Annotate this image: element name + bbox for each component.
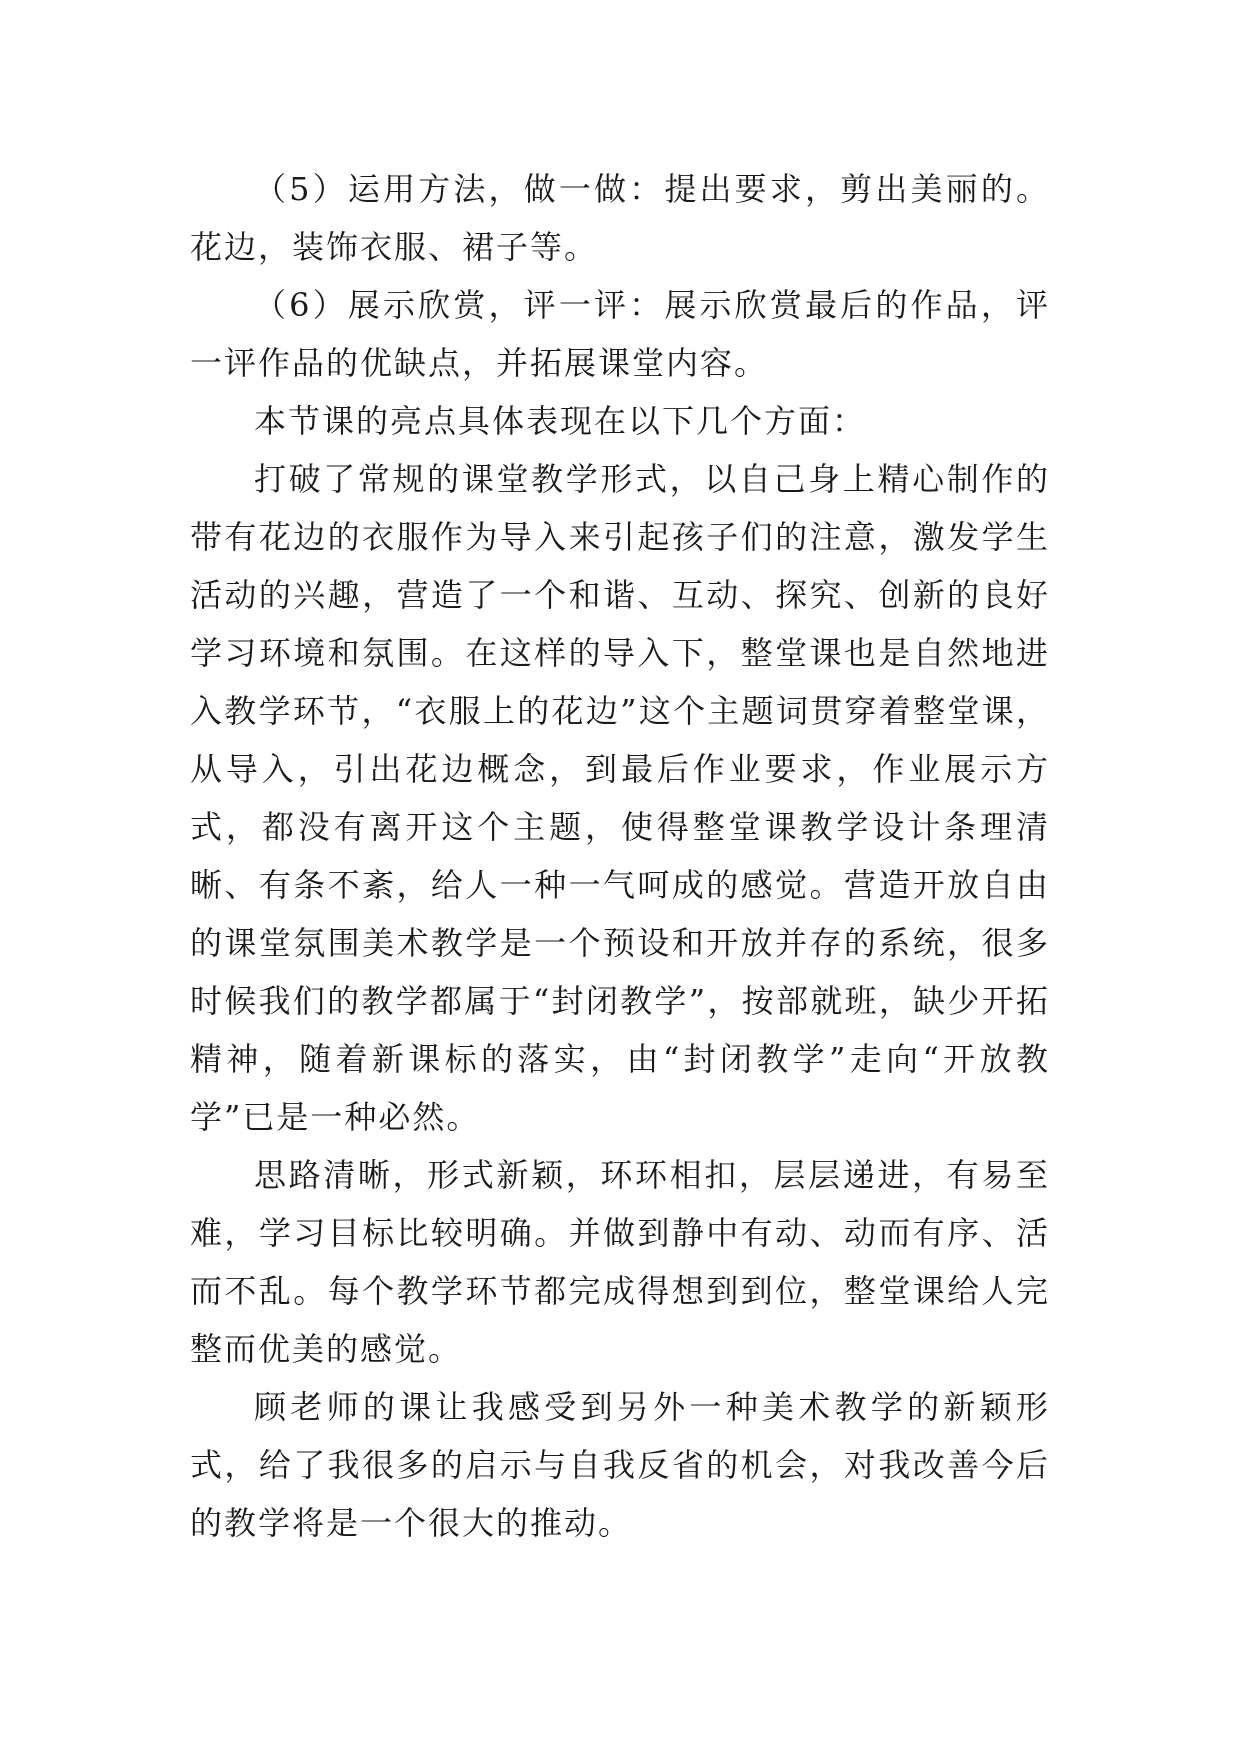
paragraph-step-5: （5）运用方法，做一做：提出要求，剪出美丽的。花边，装饰衣服、裙子等。 <box>190 170 1050 266</box>
paragraph-highlight-1: 打破了常规的课堂教学形式，以自己身上精心制作的带有花边的衣服作为导入来引起孩子们的注意，激发学生活动的兴趣，营造了一个和谐、互动、探究、创新的良好学习环境和氛围。在这样的导入下，整堂课也是自然地进入教学环节，“衣服上的花边”这个主题词贯穿着整堂课，从导入，引出花边概念，到最后作业要求，作业展示方式，都没有离开这个主题，使得整堂课教学设计条理清晰、有条不紊，给人一种一气呵成的感觉。营造开放自由的课堂氛围美术教学是一个预设和开放并存的系统，很多时候我们的教学都属于“封闭教学”，按部就班，缺少开拓精神，随着新课标的落实，由“封闭教学”走向“开放教学”已是一种必然。 <box>190 460 1050 1136</box>
paragraph-highlights-intro: 本节课的亮点具体表现在以下几个方面： <box>254 402 867 440</box>
paragraph-conclusion: 顾老师的课让我感受到另外一种美术教学的新颖形式，给了我很多的启示与自我反省的机会，对我改善今后的教学将是一个很大的推动。 <box>190 1388 1050 1542</box>
document-body <box>190 160 1050 1552</box>
paragraph-step-6: （6）展示欣赏，评一评：展示欣赏最后的作品，评一评作品的优缺点，并拓展课堂内容。 <box>190 286 1050 382</box>
paragraph-highlight-2: 思路清晰，形式新颖，环环相扣，层层递进，有易至难，学习目标比较明确。并做到静中有动、动而有序、活而不乱。每个教学环节都完成得想到到位，整堂课给人完整而优美的感觉。 <box>190 1156 1050 1368</box>
